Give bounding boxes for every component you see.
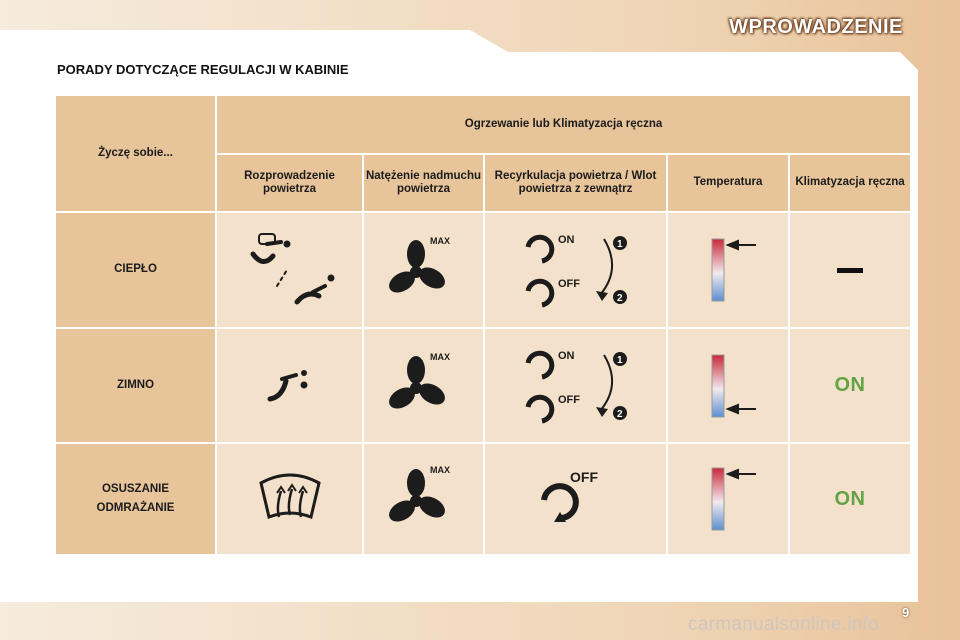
fan-max-icon (384, 346, 464, 426)
face-indicator-dot (300, 381, 307, 388)
fan-speed-cell (364, 444, 483, 554)
page-title: WPROWADZENIE (729, 16, 903, 38)
mode-header: Ogrzewanie lub Klimatyzacja ręczna (217, 96, 910, 153)
recirculation-cell (485, 444, 666, 554)
recirculation-cell (485, 213, 666, 327)
section-heading: PORADY DOTYCZĄCE REGULACJI W KABINIE (57, 62, 349, 77)
column-header-air-conditioning: Klimatyzacja ręczna (790, 155, 910, 211)
wish-header: Życzę sobie... (56, 96, 215, 211)
air-conditioning-cell (790, 444, 910, 554)
recirculation-step-2: 2 (616, 293, 623, 304)
temperature-cell (668, 329, 788, 442)
fan-max-icon (384, 230, 464, 310)
distribution-cell (217, 213, 362, 327)
recirculation-step-2: 2 (616, 408, 623, 420)
page-number: 9 (902, 605, 910, 620)
cabin-settings-table (56, 96, 904, 550)
fan-speed-cell (364, 213, 483, 327)
airflow-windscreen-and-feet-icon (235, 230, 345, 310)
temperature-hot-icon (698, 464, 758, 534)
row-label-demist-defrost (56, 444, 215, 554)
row-label-heat: CIEPŁO (56, 213, 215, 327)
windscreen-demist-icon (255, 471, 325, 527)
fan-max-label: MAX (429, 236, 450, 246)
recirculation-off-icon (526, 464, 626, 534)
watermark: carmanualsonline.info (688, 614, 880, 635)
recirculation-step-1: 1 (616, 239, 623, 250)
windscreen-indicator-dot (283, 241, 290, 248)
temperature-hot-icon (698, 235, 758, 305)
air-conditioning-cell (790, 329, 910, 442)
fan-speed-cell (364, 329, 483, 442)
row-label-cold: ZIMNO (56, 329, 215, 442)
column-header-distribution: Rozprowadzenie powietrza (217, 155, 362, 211)
fan-max-label: MAX (429, 465, 450, 475)
column-header-recirculation: Recyrkulacja powietrza / Wlot powietrza z zewnątrz (485, 155, 666, 211)
column-header-temperature: Temperatura (668, 155, 788, 211)
distribution-cell (217, 444, 362, 554)
air-conditioning-cell (790, 213, 910, 327)
row-label-defrost: ODMRAŻANIE (96, 502, 175, 514)
dash-icon (837, 268, 863, 273)
recirculation-on-off-sequence-icon (516, 341, 636, 431)
feet-indicator-dot (327, 275, 334, 282)
temperature-cell (668, 213, 788, 327)
fan-max-label: MAX (429, 351, 450, 362)
recirculation-cell (485, 329, 666, 442)
temperature-cold-icon (698, 351, 758, 421)
temperature-cell (668, 444, 788, 554)
airflow-face-icon (260, 361, 320, 411)
recirculation-off-label: OFF (569, 469, 598, 485)
row-label-demist: OSUSZANIE (101, 482, 170, 495)
ac-on-icon: ON (834, 487, 866, 510)
recirculation-off-label: OFF (557, 278, 580, 290)
recirculation-on-label: ON (557, 234, 574, 246)
fan-max-icon (384, 459, 464, 539)
distribution-cell (217, 329, 362, 442)
column-header-fan-speed: Natężenie nadmuchu powietrza (364, 155, 483, 211)
recirculation-step-1: 1 (616, 354, 623, 366)
recirculation-on-off-sequence-icon (516, 225, 636, 315)
ac-on-icon: ON (834, 374, 866, 396)
recirculation-off-label: OFF (557, 393, 580, 406)
recirculation-on-label: ON (557, 349, 574, 362)
